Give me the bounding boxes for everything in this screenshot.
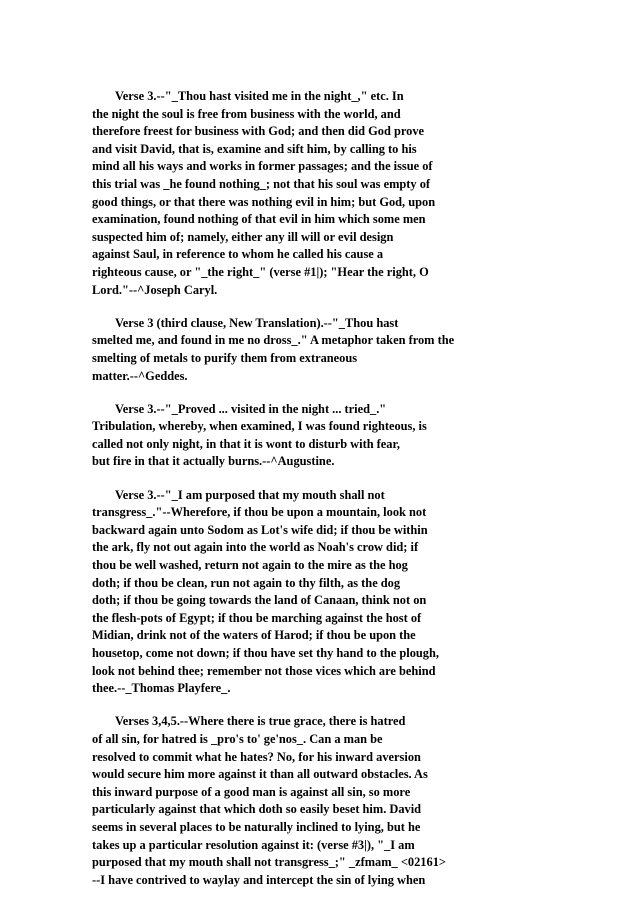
text-line: particularly against that which doth so easily beset him. David xyxy=(92,802,422,817)
text-line: good things, or that there was nothing evil in him; but God, upon xyxy=(92,194,436,209)
text-line: Lord."--^Joseph Caryl. xyxy=(92,282,218,297)
text-line: of all sin, for hatred is _pro's to' ge'nos_. Can a man be xyxy=(92,731,383,746)
text-line: transgress_."--Wherefore, if thou be upon a mountain, look not xyxy=(92,505,427,520)
text-line: purposed that my mouth shall not transgress_;" _zfmam_ <02161> xyxy=(92,855,446,870)
text-line: housetop, come not down; if thou have set thy hand to the plough, xyxy=(92,646,439,660)
text-line: smelting of metals to purify them from extraneous xyxy=(92,350,358,365)
text-line: examination, found nothing of that evil in him which some men xyxy=(92,212,426,227)
text-line: called not only night, in that it is wont to disturb with fear, xyxy=(92,436,400,451)
text-line: thou be well washed, return not again to the mire as the hog xyxy=(92,558,408,573)
text-line: doth; if thou be going towards the land of Canaan, think not on xyxy=(92,593,427,608)
paragraph-verse-3-smelted xyxy=(92,315,632,385)
paragraph-verse-3-night xyxy=(92,88,632,299)
text-line: would secure him more against it than all outward obstacles. As xyxy=(92,767,428,782)
text-line: Verse 3.--"_I am purposed that my mouth shall not xyxy=(115,487,385,502)
text-line: the flesh-pots of Egypt; if thou be marching against the host of xyxy=(92,610,422,625)
text-line: smelted me, and found in me no dross_." A metaphor taken from the xyxy=(92,333,455,348)
paragraph-verses-3-4-5 xyxy=(92,713,632,889)
text-line: resolved to commit what he hates? No, for his inward aversion xyxy=(92,749,421,764)
text-line: seems in several places to be naturally inclined to lying, but he xyxy=(92,819,421,834)
paragraph-verse-3-purposed xyxy=(92,487,632,698)
text-line: Midian, drink not of the waters of Harod; if thou be upon the xyxy=(92,628,416,643)
text-line: but fire in that it actually burns.--^Augustine. xyxy=(92,454,335,469)
text-line: Verse 3.--"_Thou hast visited me in the night_," etc. In xyxy=(115,89,404,103)
text-line: matter.--^Geddes. xyxy=(92,368,188,383)
text-line: this trial was _he found nothing_; not that his soul was empty of xyxy=(92,176,431,191)
text-line: against Saul, in reference to whom he called his cause a xyxy=(92,247,384,262)
text-line: Verse 3 (third clause, New Translation).--"_Thou hast xyxy=(115,315,399,330)
text-line: Verses 3,4,5.--Where there is true grace, there is hatred xyxy=(115,714,406,729)
document-page xyxy=(92,88,632,905)
text-line: the night the soul is free from business with the world, and xyxy=(92,106,401,121)
text-line: thee.--_Thomas Playfere_. xyxy=(92,681,231,696)
text-line: the ark, fly not out again into the world as Noah's crow did; if xyxy=(92,540,419,555)
text-line: therefore freest for business with God; and then did God prove xyxy=(92,124,425,139)
text-line: doth; if thou be clean, run not again to thy filth, as the dog xyxy=(92,575,401,590)
paragraph-verse-3-proved xyxy=(92,401,632,471)
text-line: backward again unto Sodom as Lot's wife did; if thou be within xyxy=(92,522,428,537)
text-line: this inward purpose of a good man is against all sin, so more xyxy=(92,784,411,799)
text-line: suspected him of; namely, either any ill will or evil design xyxy=(92,229,394,244)
text-line: and visit David, that is, examine and sift him, by calling to his xyxy=(92,141,417,156)
text-line: --I have contrived to waylay and intercept the sin of lying when xyxy=(92,872,426,887)
text-line: Verse 3.--"_Proved ... visited in the night ... tried_." xyxy=(115,401,387,416)
text-line: mind all his ways and works in former passages; and the issue of xyxy=(92,159,433,174)
text-line: takes up a particular resolution against it: (verse #3|), "_I am xyxy=(92,837,415,852)
text-line: Tribulation, whereby, when examined, I was found righteous, is xyxy=(92,419,427,434)
text-line: righteous cause, or "_the right_" (verse #1|); "Hear the right, O xyxy=(92,264,429,279)
text-line: look not behind thee; remember not those vices which are behind xyxy=(92,663,436,678)
